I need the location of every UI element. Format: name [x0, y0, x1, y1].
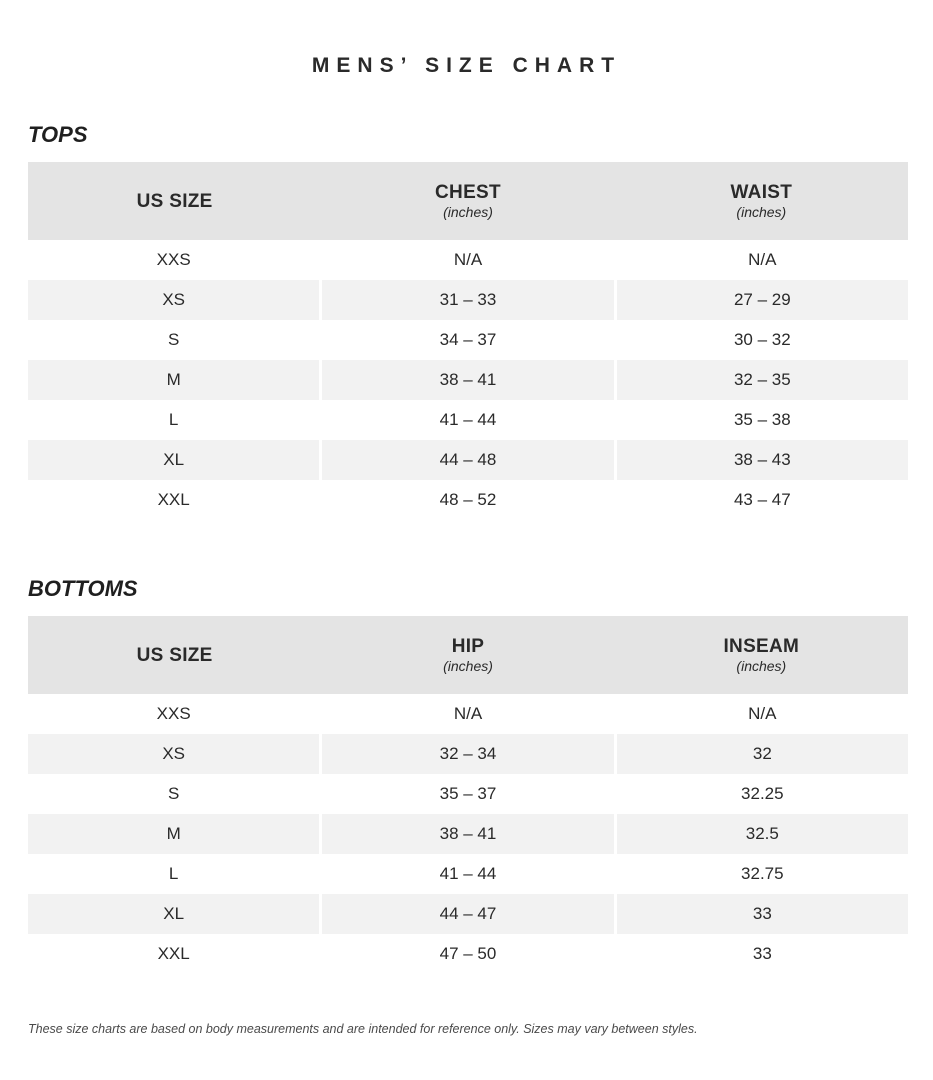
hip-cell: 32 – 34: [322, 734, 613, 774]
chest-cell: 48 – 52: [439, 490, 497, 509]
bottoms-header-row: [28, 616, 908, 694]
table-row: [28, 440, 908, 480]
waist-cell: 30 – 32: [733, 330, 791, 349]
section-label-tops: TOPS: [28, 122, 88, 147]
disclaimer-footnote: These size charts are based on body measurements and are intended for reference only. Sizes may vary between styles.: [28, 1022, 698, 1036]
us-size-cell: S: [167, 784, 180, 803]
table-row: [28, 934, 908, 974]
us-size-cell: XXL: [157, 490, 190, 509]
inseam-cell: 32.75: [741, 864, 784, 883]
table-row: [28, 400, 908, 440]
waist-cell: 35 – 38: [733, 410, 791, 429]
inseam-cell: 33: [617, 894, 908, 934]
column-header-sublabel: (inches): [736, 657, 787, 674]
chest-cell: 34 – 37: [439, 330, 497, 349]
table-row: [28, 240, 908, 280]
column-header-sublabel: (inches): [443, 657, 493, 674]
hip-cell: N/A: [453, 704, 483, 723]
waist-cell: N/A: [748, 250, 777, 269]
tops-size-table: [28, 162, 908, 520]
waist-cell: 38 – 43: [617, 440, 908, 480]
chest-cell: 38 – 41: [322, 360, 613, 400]
us-size-cell: M: [28, 814, 319, 854]
hip-cell: 44 – 47: [322, 894, 613, 934]
table-row: [28, 480, 908, 520]
table-row: [28, 814, 908, 854]
hip-cell: 41 – 44: [439, 864, 497, 883]
us-size-cell: XS: [28, 734, 319, 774]
us-size-cell: M: [28, 360, 319, 400]
us-size-cell: XXS: [156, 704, 191, 723]
column-header-label: US SIZE: [136, 190, 213, 212]
inseam-cell: 32.25: [741, 784, 784, 803]
hip-cell: 35 – 37: [439, 784, 497, 803]
chest-cell: 31 – 33: [322, 280, 613, 320]
bottoms-size-table: [28, 616, 908, 974]
table-row: [28, 694, 908, 734]
table-row: [28, 280, 908, 320]
column-header-inseam: [615, 616, 908, 694]
column-header-label: US SIZE: [136, 644, 213, 666]
waist-cell: 43 – 47: [733, 490, 791, 509]
inseam-cell: 33: [752, 944, 772, 963]
table-row: [28, 894, 908, 934]
tops-section: [28, 122, 908, 520]
us-size-cell: XXL: [157, 944, 190, 963]
section-label-bottoms: BOTTOMS: [28, 576, 138, 601]
page-title: MENS’ SIZE CHART: [311, 54, 622, 77]
table-row: [28, 360, 908, 400]
column-header-label: INSEAM: [723, 635, 800, 657]
column-header-label: CHEST: [435, 181, 501, 203]
us-size-cell: XL: [28, 440, 319, 480]
us-size-cell: L: [168, 864, 179, 883]
column-header-chest: [321, 162, 614, 240]
inseam-cell: 32.5: [617, 814, 908, 854]
tops-header-row: [28, 162, 908, 240]
column-header-label: WAIST: [730, 181, 793, 203]
us-size-cell: S: [167, 330, 180, 349]
column-header-us-size: [28, 162, 321, 240]
hip-cell: 38 – 41: [322, 814, 613, 854]
us-size-cell: XL: [28, 894, 319, 934]
table-row: [28, 774, 908, 814]
column-header-sublabel: (inches): [736, 203, 787, 220]
table-row: [28, 734, 908, 774]
column-header-hip: [321, 616, 614, 694]
inseam-cell: 32: [617, 734, 908, 774]
column-header-us-size: [28, 616, 321, 694]
waist-cell: 27 – 29: [617, 280, 908, 320]
table-row: [28, 320, 908, 360]
column-header-label: HIP: [451, 635, 485, 657]
us-size-cell: XXS: [156, 250, 191, 269]
waist-cell: 32 – 35: [617, 360, 908, 400]
table-row: [28, 854, 908, 894]
chest-cell: 41 – 44: [439, 410, 497, 429]
chest-cell: N/A: [453, 250, 483, 269]
column-header-sublabel: (inches): [443, 203, 493, 220]
chest-cell: 44 – 48: [322, 440, 613, 480]
column-header-waist: [615, 162, 908, 240]
us-size-cell: XS: [28, 280, 319, 320]
bottoms-section: [28, 576, 908, 974]
us-size-cell: L: [168, 410, 179, 429]
hip-cell: 47 – 50: [439, 944, 497, 963]
inseam-cell: N/A: [748, 704, 777, 723]
